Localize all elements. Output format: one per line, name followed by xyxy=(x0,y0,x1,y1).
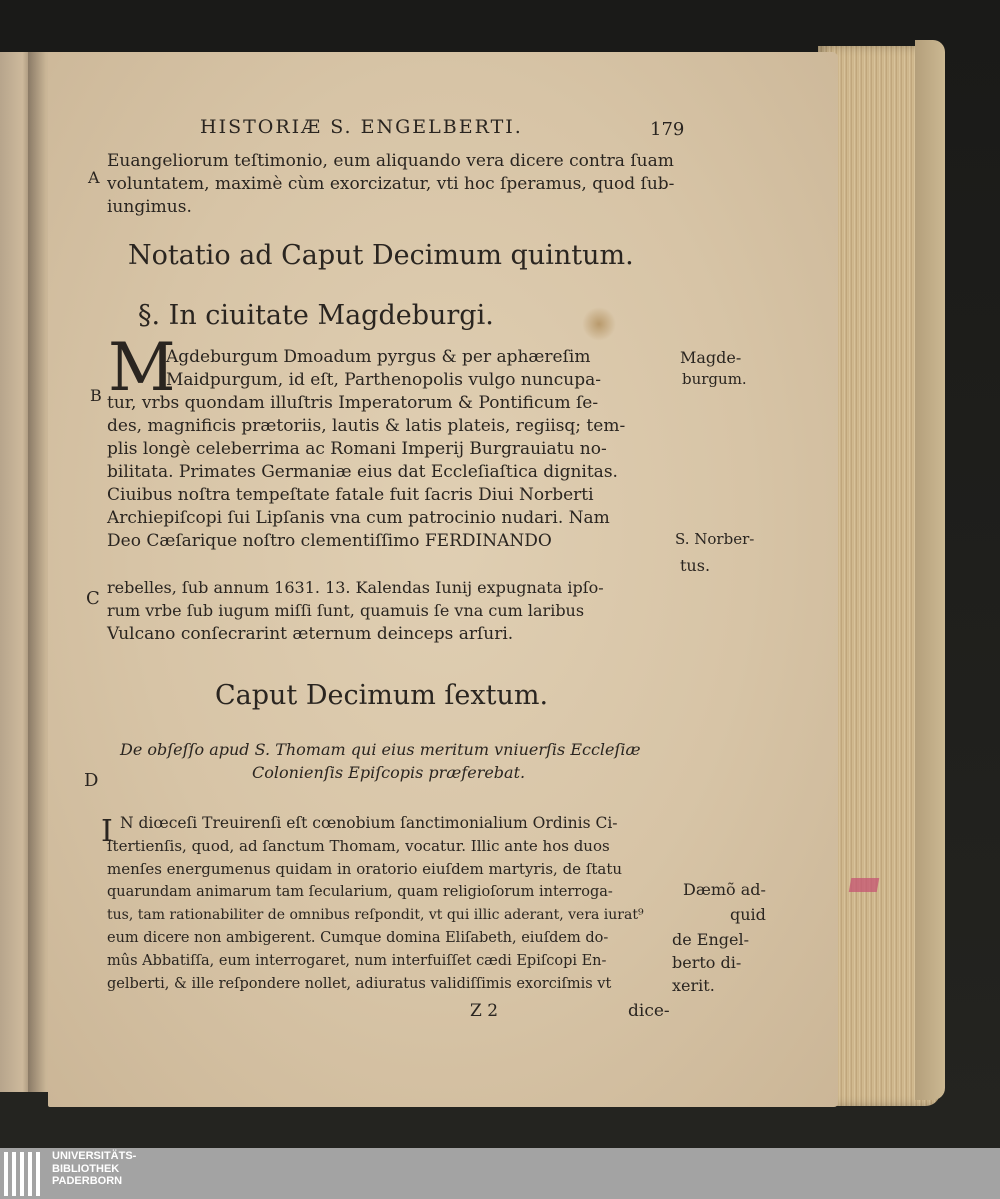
margin-note-magdeburgum: Magde- xyxy=(680,348,742,367)
paragraph-line: rum vrbe ſub iugum miſſi ſunt, quamuis ſe vna cum laribus xyxy=(107,601,585,620)
margin-note-norbertus: tus. xyxy=(680,556,711,575)
paragraph-line: quarundam animarum tam ſecularium, quam religioſorum interroga- xyxy=(107,884,613,900)
signature-mark: Z 2 xyxy=(470,1001,499,1021)
margin-note-daemon: Dæmõ ad- xyxy=(683,880,766,899)
library-logo-text xyxy=(52,1150,136,1188)
intro-line: Euangeliorum teſtimonio, eum aliquando vera dicere contra ſuam xyxy=(107,151,674,171)
intro-line: voluntatem, maximè cùm exorcizatur, vti hoc ſperamus, quod ſub- xyxy=(107,174,675,194)
paragraph-line: plis longè celeberrima ac Romani Imperij Burgrauiatu no- xyxy=(107,439,607,459)
library-name-line: UNIVERSITÄTS- xyxy=(52,1150,137,1162)
margin-letter-c: C xyxy=(86,588,100,609)
paragraph-line: mûs Abbatiſſa, eum interrogaret, num interfuiſſet cædi Epiſcopi En- xyxy=(107,953,607,969)
library-logo-icon xyxy=(4,1152,46,1196)
paragraph-line: rebelles, ſub annum 1631. 13. Kalendas Iunij expugnata ipſo- xyxy=(107,578,604,597)
paragraph-line: Archiepiſcopi ſui Lipſanis vna cum patrocinio nudari. Nam xyxy=(107,508,610,528)
margin-note-daemon: berto di- xyxy=(672,953,742,972)
library-name-line: BIBLIOTHEK xyxy=(52,1162,120,1175)
pink-mark xyxy=(849,878,879,892)
paragraph-line: eum dicere non ambigerent. Cumque domina Eliſabeth, eiuſdem do- xyxy=(107,930,609,946)
paragraph-line: ſtertienſis, quod, ad ſanctum Thomam, vocatur. Illic ante hos duos xyxy=(107,837,610,855)
page-number: 179 xyxy=(650,119,685,140)
intro-line: iungimus. xyxy=(107,197,192,217)
paragraph-line: Maidpurgum, id eſt, Parthenopolis vulgo nuncupa- xyxy=(166,370,601,390)
notatio-heading: Notatio ad Caput Decimum quintum. xyxy=(128,240,634,271)
stain-spot xyxy=(582,307,616,341)
paragraph-line: Ciuibus noſtra tempeſtate fatale fuit ſacris Diui Norberti xyxy=(107,485,594,505)
drop-cap: M xyxy=(108,329,176,406)
catchword: dice- xyxy=(628,1001,670,1021)
paragraph-line: Deo Cæſarique noſtro clementiſſimo FERDINANDO xyxy=(107,531,552,551)
margin-note-norbertus: S. Norber- xyxy=(675,530,755,548)
margin-note-magdeburgum: burgum. xyxy=(682,370,747,388)
book-cover-edge xyxy=(915,40,945,1100)
paragraph-line: gelberti, & ille reſpondere nollet, adiuratus validiſſimis exorciſmis vt xyxy=(107,976,612,992)
paragraph-line: bilitata. Primates Germaniæ eius dat Eccleſiaſtica dignitas. xyxy=(107,462,618,482)
paragraph-line: Agdeburgum Dmoadum pyrgus & per aphæreſim xyxy=(166,347,591,367)
paragraph-line: Vulcano conſecrarint æternum deinceps arſuri. xyxy=(107,624,514,644)
paragraph-line: tur, vrbs quondam illuſtris Imperatorum & Pontificum ſe- xyxy=(107,393,599,413)
library-name-line: PADERBORN xyxy=(52,1175,123,1187)
library-footer-band xyxy=(0,1148,1000,1199)
caput-summary-line: Colonienſis Epiſcopis præferebat. xyxy=(252,763,526,782)
running-title: HISTORIÆ S. ENGELBERTI. xyxy=(200,116,523,138)
section-heading: §. In ciuitate Magdeburgi. xyxy=(138,300,494,331)
paragraph-line: N diœceſi Treuirenſi eſt cœnobium ſanctimonialium Ordinis Ci- xyxy=(120,814,618,832)
paragraph-line: des, magnificis prætoriis, lautis & latis plateis, regiisq; tem- xyxy=(107,416,626,436)
margin-letter-a: A xyxy=(88,168,100,187)
paragraph-line: tus, tam rationabiliter de omnibus reſpondit, vt qui illic aderant, vera iurat⁹ xyxy=(107,907,644,923)
margin-note-daemon: de Engel- xyxy=(672,930,750,949)
margin-letter-b: B xyxy=(90,386,102,405)
margin-note-daemon: xerit. xyxy=(672,976,715,995)
paragraph-line: menſes energumenus quidam in oratorio eiuſdem martyris, de ſtatu xyxy=(107,860,623,878)
caput-summary-line: De obſeſſo apud S. Thomam qui eius meritum vniuerſis Eccleſiæ xyxy=(120,740,641,759)
margin-letter-d: D xyxy=(84,770,99,791)
drop-cap: I xyxy=(101,814,113,849)
margin-note-daemon: quid xyxy=(730,905,766,924)
caput-heading: Caput Decimum ſextum. xyxy=(215,680,549,711)
